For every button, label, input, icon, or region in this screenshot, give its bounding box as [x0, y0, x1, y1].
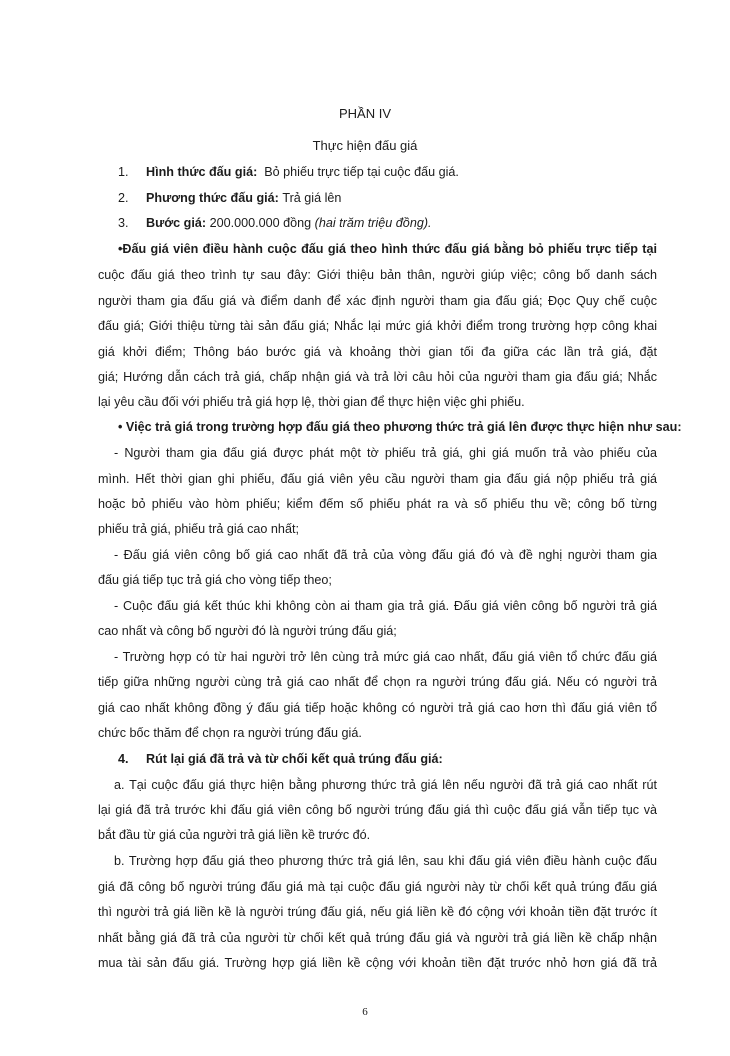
- bullet-1-line: giá; Hướng dẫn cách trả giá, chấp nhận giá và trả lời câu hỏi của người tham gia đấu giá; Nhắc: [98, 370, 657, 384]
- para-b-line: mua tài sản đấu giá. Trường hợp giá liền kề cộng với khoản tiền đặt trước nhỏ hơn giá đã trả: [98, 956, 657, 970]
- para-b-line: b. Trường hợp đấu giá theo phương thức trả giá lên, sau khi đấu giá viên điều hành cuộc đấu: [114, 854, 657, 868]
- item-label: Bước giá:: [146, 216, 207, 230]
- para-a-line: bắt đầu từ giá của người trả giá liền kề trước đó.: [98, 828, 371, 842]
- bullet-1-line: người tham gia đấu giá và điểm danh để xác định người tham gia đấu giá; Đọc Quy chế cuộc: [98, 294, 657, 308]
- item-label: Rút lại giá đã trả và từ chối kết quả trúng đấu giá:: [146, 752, 443, 766]
- dash-4-line: giá cao nhất không đồng ý đấu giá tiếp hoặc không có người trả giá cao hơn thì đấu giá viên tổ: [98, 701, 657, 715]
- dash-1-line: - Người tham gia đấu giá được phát một tờ phiếu trả giá, ghi giá muốn trả vào phiếu của: [114, 446, 657, 460]
- bullet-1-line: đấu giá; Giới thiệu từng tài sản đấu giá; Nhắc lại mức giá khởi điểm trong trường hợp công khai: [98, 319, 657, 333]
- item-number: 2.: [118, 191, 129, 205]
- page-number: 6: [362, 1006, 368, 1018]
- dash-4-line: - Trường hợp có từ hai người trở lên cùng trả mức giá cao nhất, đấu giá viên tổ chức đấu giá: [114, 650, 657, 664]
- part-title: PHẦN IV: [338, 106, 391, 121]
- item-text: 200.000.000 đồng: [209, 216, 312, 230]
- item-2: [118, 190, 341, 206]
- para-b-line: thì người trả giá liền kề là người trúng đấu giá, nếu giá liền kề đó cộng với khoản tiền đặt trước ít: [98, 905, 657, 919]
- dash-4-line: tiếp giữa những người cùng trả giá cao nhất để chọn ra người trúng đấu giá. Nếu có người trả: [98, 675, 657, 689]
- item-text: Trả giá lên: [282, 191, 342, 205]
- dash-4-line: chức bốc thăm để chọn ra người trúng đấu giá.: [98, 726, 362, 740]
- item-italic-note: (hai trăm triệu đồng).: [314, 216, 432, 230]
- item-label: Hình thức đấu giá:: [146, 165, 258, 179]
- item-3: [118, 215, 432, 231]
- item-number: 4.: [118, 752, 129, 766]
- item-4: [118, 751, 443, 767]
- dash-3-line: cao nhất và công bố người đó là người trúng đấu giá;: [98, 624, 397, 638]
- bullet-1-line: cuộc đấu giá theo trình tự sau đây: Giới thiệu bản thân, người giúp việc; công bố danh sách: [98, 268, 657, 282]
- bullet-1-line: giá khởi điểm; Thông báo bước giá và khoảng thời gian tối đa giữa các lần trả giá, đặt: [98, 345, 657, 359]
- bullet-1-line: lại yêu cầu đối với phiếu trả giá hợp lệ, thời gian để thực hiện việc ghi phiếu.: [98, 395, 525, 409]
- item-1: [118, 164, 459, 180]
- dash-1-line: mình. Hết thời gian ghi phiếu, đấu giá viên yêu cầu người tham gia đấu giá nộp phiếu trả giá: [98, 472, 657, 486]
- dash-2-line: - Đấu giá viên công bố giá cao nhất đã trả của vòng đấu giá đó và đề nghị người tham gia: [114, 548, 657, 562]
- section-title: Thực hiện đấu giá: [312, 138, 418, 153]
- bullet-2-title: • Việc trả giá trong trường hợp đấu giá theo phương thức trả giá lên được thực hiện như sau:: [118, 420, 682, 434]
- para-a-line: lại giá đã trả trước khi đấu giá viên công bố người trúng đấu giá thì cuộc đấu giá vẫn tiếp tục và: [98, 803, 657, 817]
- item-number: 3.: [118, 216, 129, 230]
- dash-1-line: hoặc bỏ phiếu vào hòm phiếu; kiểm đếm số phiếu phát ra và số phiếu thu về; công bố từng: [98, 497, 657, 511]
- dash-1-line: phiếu trả giá, phiếu trả giá cao nhất;: [98, 522, 299, 536]
- dash-2-line: đấu giá tiếp tục trả giá cho vòng tiếp theo;: [98, 573, 332, 587]
- item-label: Phương thức đấu giá:: [146, 191, 279, 205]
- dash-3-line: - Cuộc đấu giá kết thúc khi không còn ai tham gia trả giá. Đấu giá viên công bố người trả giá: [114, 599, 657, 613]
- para-b-line: nhất bằng giá đã trả của người từ chối kết quả trúng đấu giá và người trả giá liền kề chấp nhận: [98, 931, 657, 945]
- bullet-1-title: •Đấu giá viên điều hành cuộc đấu giá theo hình thức đấu giá bằng bỏ phiếu trực tiếp tại: [118, 242, 657, 256]
- para-a-line: a. Tại cuộc đấu giá thực hiện bằng phương thức trả giá lên nếu người đã trả giá cao nhất rút: [114, 778, 657, 792]
- para-b-line: giá đã công bố người trúng đấu giá mà tại cuộc đấu giá người này từ chối kết quả trúng đấu giá: [98, 880, 657, 894]
- item-number: 1.: [118, 165, 129, 179]
- item-text: Bỏ phiếu trực tiếp tại cuộc đấu giá.: [264, 165, 459, 179]
